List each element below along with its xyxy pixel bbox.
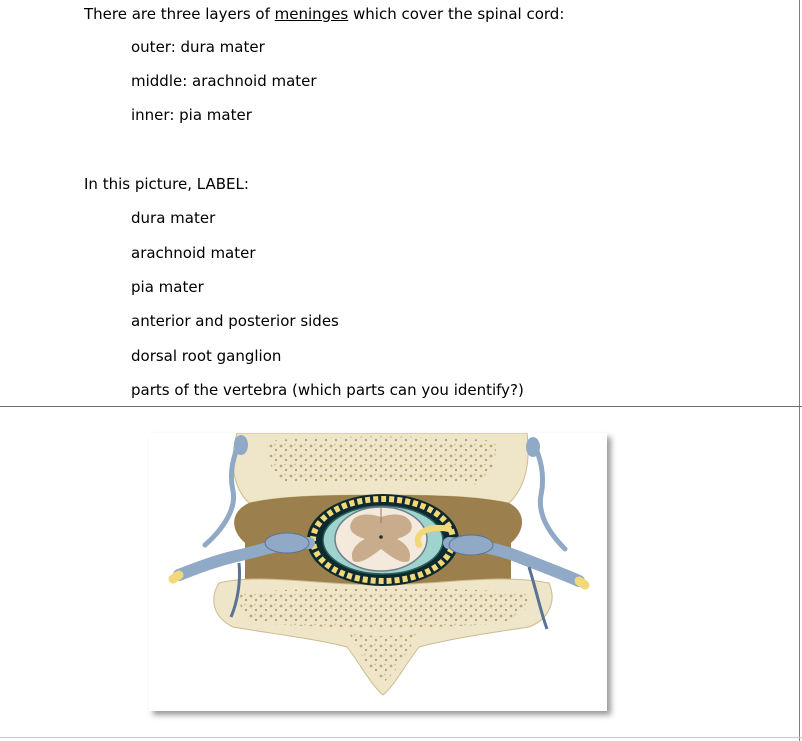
table-divider [0,406,802,407]
label-item-arachnoid: arachnoid mater [131,244,256,262]
right-dorsal-ramus [533,443,565,549]
central-canal [379,535,383,539]
spinal-cord-illustration [149,433,607,711]
page-edge [799,0,800,741]
label-item-pia: pia mater [131,278,204,296]
label-item-dura: dura mater [131,209,216,227]
layer-outer: outer: dura mater [131,38,265,56]
label-item-vertebra: parts of the vertebra (which parts can you identify?) [131,381,524,399]
intro-text-end: which cover the spinal cord: [348,5,565,23]
right-ramus-end [526,437,540,457]
left-nerve-cut-end [173,575,179,579]
arch-spongy-bone [268,437,496,486]
label-item-ganglion: dorsal root ganglion [131,347,282,365]
label-instruction: In this picture, LABEL: [84,175,249,193]
label-item-sides: anterior and posterior sides [131,312,339,330]
left-dorsal-root-ganglion [265,533,309,553]
body-spongy-bone [240,589,529,628]
layer-inner: inner: pia mater [131,106,252,124]
left-ramus-end [234,435,248,455]
page-bottom-rule [0,737,802,738]
right-nerve-cut-end [579,581,585,585]
layer-middle: middle: arachnoid mater [131,72,317,90]
spinal-cord-svg [149,433,607,711]
intro-text-start: There are three layers of [84,5,275,23]
intro-sentence [84,4,564,24]
right-dorsal-root-ganglion [449,535,493,555]
meninges-link[interactable]: meninges [274,5,349,23]
